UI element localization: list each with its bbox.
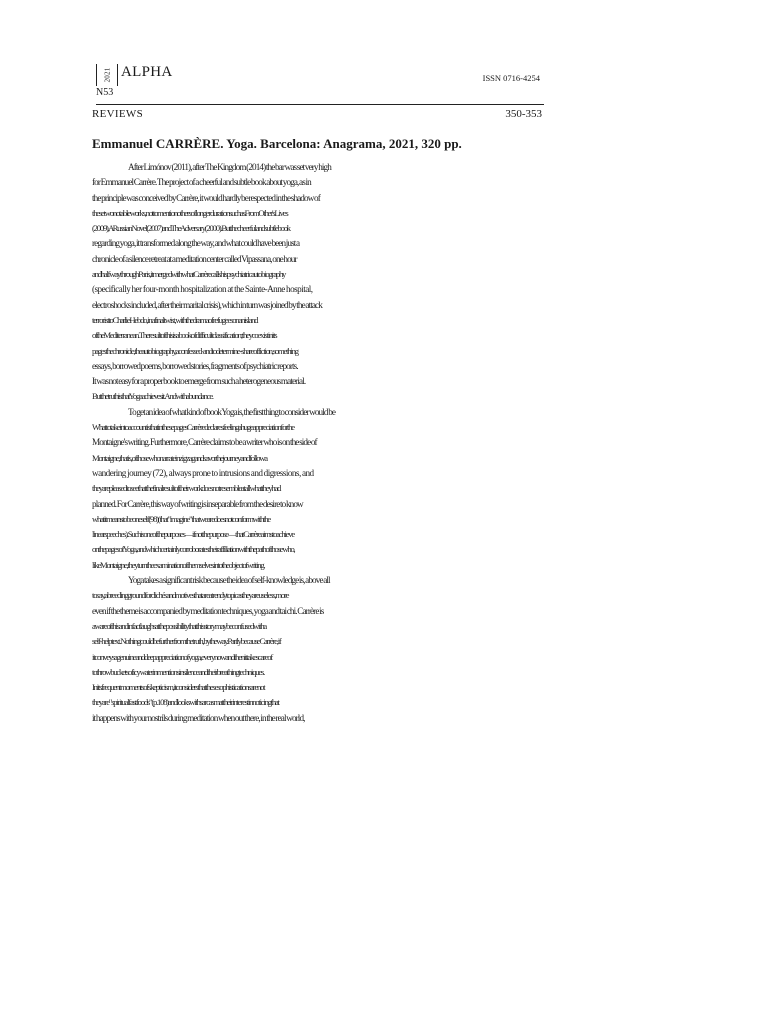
body-line: pages the chronicle, the autobiography, a confessed -and to determine- share of fiction, something: [92, 345, 298, 356]
body-line: Montaigne, that is, of those who narrate in zigzag and savor the journey and follow a: [92, 452, 267, 463]
article-title: Emmanuel CARRÈRE. Yoga. Barcelona: Anagrama, 2021, 320 pp.: [92, 136, 462, 151]
issn: ISSN 0716-4254: [482, 73, 540, 83]
body-line: of the Mediterranean. The result of this is a book of difficult classification; they coexist in its: [92, 330, 277, 341]
body-line: for Emmanuel Carrère. The project of a cheerful and subtle book about yoga, as in: [92, 177, 311, 188]
body-line: and half way through Paris, it merged with what Carrère calls his psychiatric autobiography: [92, 269, 286, 280]
body-line: planned. For Carrère, this way of writing is inseparable from the desire to know: [92, 498, 303, 509]
body-line: aware of this and in fact laughs at the possibility that this story may be confused with a: [92, 620, 267, 631]
body-line: chronicle of a silence retreat at a meditation center called Vipassana, one hour: [92, 253, 297, 264]
body-line: even if the theme is accompanied by meditation techniques, yoga and tai chi. Carrère is: [92, 605, 324, 616]
body-line: they are pleased to see that the final result of their work does not resemble at all what they had: [92, 483, 281, 494]
body-line: to throw buckets of icy water in mentions in silence and their breathing techniques.: [92, 666, 265, 677]
body-line: what it means to be oneself (98) (that "imagine" that we are does not conform with the: [92, 513, 271, 524]
body-line: To get an idea of what kind of book Yoga is, the first thing to consider would be: [128, 406, 336, 417]
journal-logo: [96, 64, 118, 86]
body-line: they are "spiritual fast foods" (p.108) and looks with sarcasm at their interest in noticing that: [92, 697, 279, 708]
body-line: to say, a breeding ground for clichés and motives that are a trendy topic as they are useless, more: [92, 590, 289, 601]
body-line: (specifically her four-month hospitalization at the Sainte-Anne hospital,: [92, 284, 313, 295]
body-line: electroshocks included, after their marital crisis), which in turn was joined by the attack: [92, 299, 322, 310]
journal-name: ALPHA: [121, 64, 173, 80]
article-body: [92, 160, 397, 726]
body-line: After Limónov (2011), after The Kingdom (2014) the bar was set very high: [128, 162, 331, 172]
body-line: linear speeches). Such is one of the purposes —if not the purpose— that Carrère aims to achieve: [92, 529, 294, 540]
body-line: terrorist to Charlie Hebdo, in a final twist, with the drama of refugees on an island: [92, 314, 258, 325]
body-line: Montaigne's writing. Furthermore, Carrère claims to be a writer who is on the side of: [92, 437, 317, 448]
body-line: self-help text. Nothing could be further from the truth, by the way. Partly because Carrère, if: [92, 636, 281, 647]
page-range: 350-353: [505, 108, 542, 120]
body-line: Yoga takes a significant risk because the idea of self-knowledge is, above all: [128, 575, 330, 586]
body-line: wandering journey (72), always prone to intrusions and digressions, and: [92, 467, 314, 478]
body-line: In its frequent moments of skepticism, it considers that these sophistications are not: [92, 682, 265, 693]
body-line: it conveys a genuine and deep appreciation of yoga, every now and then it takes care of: [92, 651, 273, 662]
body-line: (2009), A Russian Novel (2007) and The Adversary (2000). But the cheerful and subtle book: [92, 223, 290, 234]
body-line: it happens with your nostrils during meditation when out there, in the real world,: [92, 712, 305, 723]
body-line: like Montaigne, they turn the examination of themselves into the object of writing.: [92, 559, 265, 570]
body-line: regarding yoga, it transformed along the way, and what could have been just a: [92, 238, 300, 249]
header-rule: [96, 104, 544, 105]
issue-number: N53: [96, 87, 114, 98]
body-line: the principle was conceived by Carrère, it would hardly be respected in the shadow of: [92, 192, 320, 203]
body-line: But the truth is that Yoga achieves it. And with abundance.: [92, 391, 213, 402]
section-label: REVIEWS: [92, 108, 143, 120]
logo-year: 2021: [103, 67, 111, 83]
body-line: What to take into account is that in these pages Carrère declares feeling a huge appreciation for the: [92, 422, 294, 433]
body-line: It was not easy for a proper book to emerge from such a heterogeneous material.: [92, 376, 306, 387]
body-line: these two notable works, not to mention others of longer duration such as From Other's Lives: [92, 207, 288, 218]
body-line: on the pages of Yoga, and which certainly corroborates their affiliation with the path of those who,: [92, 544, 295, 555]
body-line: essays, borrowed poems, borrowed stories, fragments of psychiatric reports.: [92, 360, 298, 371]
